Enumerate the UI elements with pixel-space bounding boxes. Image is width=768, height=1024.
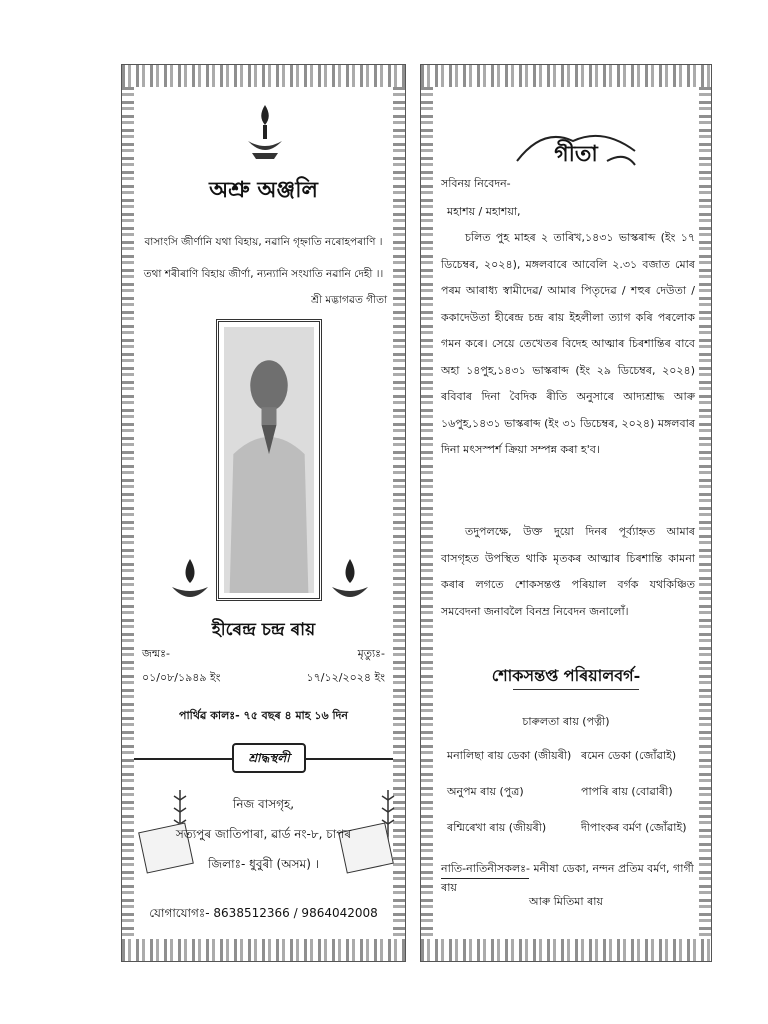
verse-source: শ্ৰী মদ্ভাগৱত গীতা: [311, 294, 387, 306]
invitation-right-card: [420, 64, 712, 962]
verse-line-2: তথা শৰীৰাণি বিহায় জীৰ্ণা, ন্যন্যানি সংযাতি নৱানি দেহী ।।: [143, 268, 384, 280]
portrait-frame: [216, 319, 322, 601]
ornamental-border-top: [421, 65, 711, 87]
family-member: ৰশ্মিৰেখা ৰায় (জীয়ৰী): [447, 821, 547, 834]
verse-line-1: বাসাংসি জীৰ্ণানি যথা বিহায়, নৱানি গৃহ্নাতি নৰোহপৰাণি ।: [144, 236, 383, 248]
family-member: ৰমেন ডেকা (জোঁৱাই): [581, 749, 677, 762]
ornamental-border-left: [421, 87, 433, 939]
death-label: মৃত্যুঃ-: [357, 647, 385, 660]
page-title: অশ্ৰু অঞ্জলি: [209, 177, 318, 203]
label-underline: [441, 878, 529, 879]
portrait-photo: [224, 327, 314, 593]
address-line-1: নিজ বাসগৃহ,: [232, 797, 295, 811]
diya-lamp-icon: [170, 557, 210, 607]
venue-badge: শ্ৰাদ্ধস্থলী: [232, 743, 306, 773]
diya-lamp-icon: [330, 557, 370, 607]
address-line-2: সত্যপুৰ জাতিপাৰা, ৱাৰ্ড নং-৮, চাপৰ: [175, 827, 352, 841]
lamp-emblem-icon: [242, 101, 288, 163]
birth-label: জন্মঃ-: [142, 647, 171, 660]
family-member: পাপৰি ৰায় (বোৱাৰী): [581, 785, 673, 798]
family-member: মনালিছা ৰায় ডেকা (জীয়ৰী): [447, 749, 572, 762]
ornamental-border-top: [122, 65, 405, 87]
invitation-paragraph: তদুপলক্ষে, উক্ত দুয়ো দিনৰ পূৰ্ব্যাহ্নত আমাৰ বাসগৃহত উপস্থিত থাকি মৃতকৰ আত্মাৰ চিৰশান্তি কামনা কৰাৰ লগতে শোকসন্তপ্ত পৰিয়াল বৰ্গক যথকিঞ্চিত সমবেদনা জনাবলৈ বিনম্ৰ নিবেদন জনালোঁ।: [441, 525, 695, 618]
deceased-name: হীৰেন্দ্ৰ চন্দ্ৰ ৰায়: [211, 620, 316, 640]
ornamental-border-right: [699, 87, 711, 939]
birth-date: ০১/০৮/১৯৪৯ ইং: [142, 671, 221, 684]
announcement-paragraph: চলিত পুহ মাহৰ ২ তাৰিখ,১৪৩১ ভাস্কৰাব্দ (ইং ১৭ ডিচেম্বৰ, ২০২৪), মঙ্গলবাৰে আবেলি ২.৩১ বজাত মোৰ পৰম আৰাধ্য স্বামীদেৱ/ আমাৰ পিতৃদেৱ / শহুৰ দেউতা / ককাদেউতা হীৰেন্দ্ৰ চন্দ্ৰ ৰায় ইহলীলা ত্যাগ কৰি পৰলোক গমন কৰে। সেয়ে তেখেতৰ বিদেহ আত্মাৰ চিৰশান্তিৰ বাবে অহা ১৪পুহ,১৪৩১ ভাস্কৰাব্দ (ইং ২৯ ডিচেম্বৰ, ২০২৪) ৰবিবাৰ দিনা বৈদিক ৰীতি অনুসাৰে আদ্যশ্ৰাদ্ধ আৰু ১৬পুহ,১৪৩১ ভাস্কৰাব্দ (ইং ৩১ ডিচেম্বৰ, ২০২৪) মঙ্গলবাৰ দিনা মৎসস্পৰ্শ ক্ৰিয়া সম্পন্ন কৰা হ'ব।: [441, 231, 695, 456]
portrait-figure-icon: [224, 327, 314, 593]
family-member-wife: চাৰুলতা ৰায় (পত্নী): [522, 715, 610, 728]
family-member: অনুপম ৰায় (পুত্ৰ): [447, 785, 524, 798]
salutation: সবিনয় নিবেদন-: [441, 177, 511, 190]
grandchildren-names: মনীষা ডেকা, নন্দন প্ৰতিম বৰ্মণ, গাৰ্গী ৰায়: [441, 862, 694, 894]
gita-logo-icon: [513, 121, 639, 175]
grandchildren-label: নাতি-নাতিনীসকলঃ-: [441, 862, 530, 875]
address-line-3: জিলাঃ- ধুবুৰী (অসম) ।: [208, 857, 319, 871]
logo-text: গীতা: [554, 141, 598, 167]
lifespan: পাৰ্থিৱ কালঃ- ৭৫ বছৰ ৪ মাহ ১৬ দিন: [179, 709, 348, 722]
contact-numbers: যোগাযোগঃ- 8638512366 / 9864042008: [149, 906, 378, 920]
death-date: ১৭/১২/২০২৪ ইং: [306, 671, 385, 684]
ornamental-border-bottom: [122, 939, 405, 961]
gita-logo: [513, 121, 639, 175]
tribute-left-card: [121, 64, 406, 962]
title-underline: [513, 689, 639, 690]
grandchildren-names-continued: আৰু মিতিমা ৰায়: [529, 895, 603, 908]
greeting: মহাশয় / মহাশয়া,: [447, 205, 521, 218]
family-member: দীপাংকৰ বৰ্মণ (জোঁৱাই): [581, 821, 687, 834]
family-title: শোকসন্তপ্ত পৰিয়ালবৰ্গ-: [491, 666, 641, 685]
ornamental-border-bottom: [421, 939, 711, 961]
